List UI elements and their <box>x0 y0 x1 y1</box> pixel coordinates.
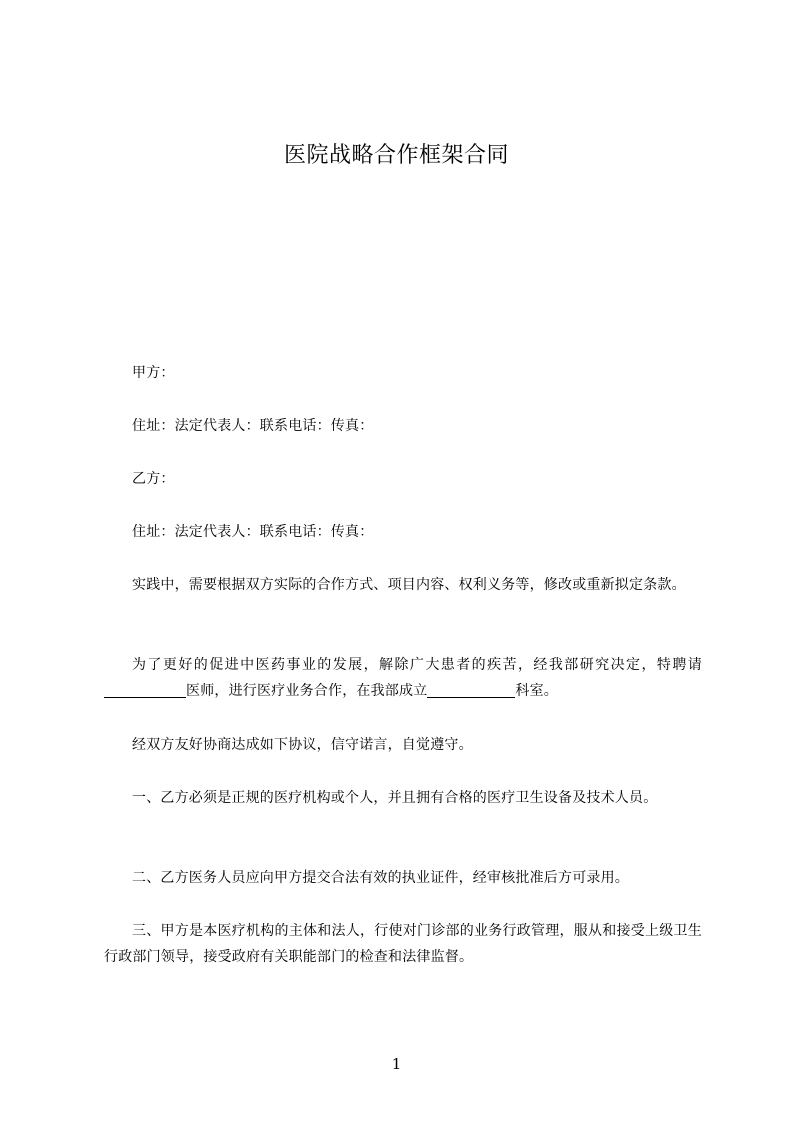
party-b-info: 住址：法定代表人：联系电话：传真： <box>132 524 374 540</box>
page-number: 1 <box>391 1055 402 1073</box>
doctor-name-blank <box>104 681 186 698</box>
purpose-text-3: 科室。 <box>515 683 559 699</box>
clause-1: 一、乙方必须是正规的医疗机构或个人，并且拥有合格的医疗卫生设备及技术人员。 <box>132 790 658 806</box>
document-title: 医院战略合作框架合同 <box>283 143 509 168</box>
note-paragraph: 实践中，需要根据双方实际的合作方式、项目内容、权利义务等，修改或重新拟定条款。 <box>132 577 686 593</box>
purpose-text-2: 医师，进行医疗业务合作，在我部成立 <box>186 683 428 699</box>
clause-2: 二、乙方医务人员应向甲方提交合法有效的执业证件，经审核批准后方可录用。 <box>132 870 629 886</box>
purpose-paragraph <box>104 652 702 704</box>
clause-3: 三、甲方是本医疗机构的主体和法人，行使对门诊部的业务行政管理，服从和接受上级卫生行政部门领导，接受政府有关职能部门的检查和法律监督。 <box>104 923 702 965</box>
purpose-text-1: 为了更好的促进中医药事业的发展，解除广大患者的疾苦，经我部研究决定，特聘请 <box>132 657 702 673</box>
party-a-label: 甲方： <box>132 365 175 381</box>
agreement-intro: 经双方友好协商达成如下协议，信守诺言，自觉遵守。 <box>132 737 473 753</box>
party-b-label: 乙方： <box>132 471 175 487</box>
party-a-info: 住址：法定代表人：联系电话：传真： <box>132 418 374 434</box>
department-name-blank <box>427 681 515 698</box>
